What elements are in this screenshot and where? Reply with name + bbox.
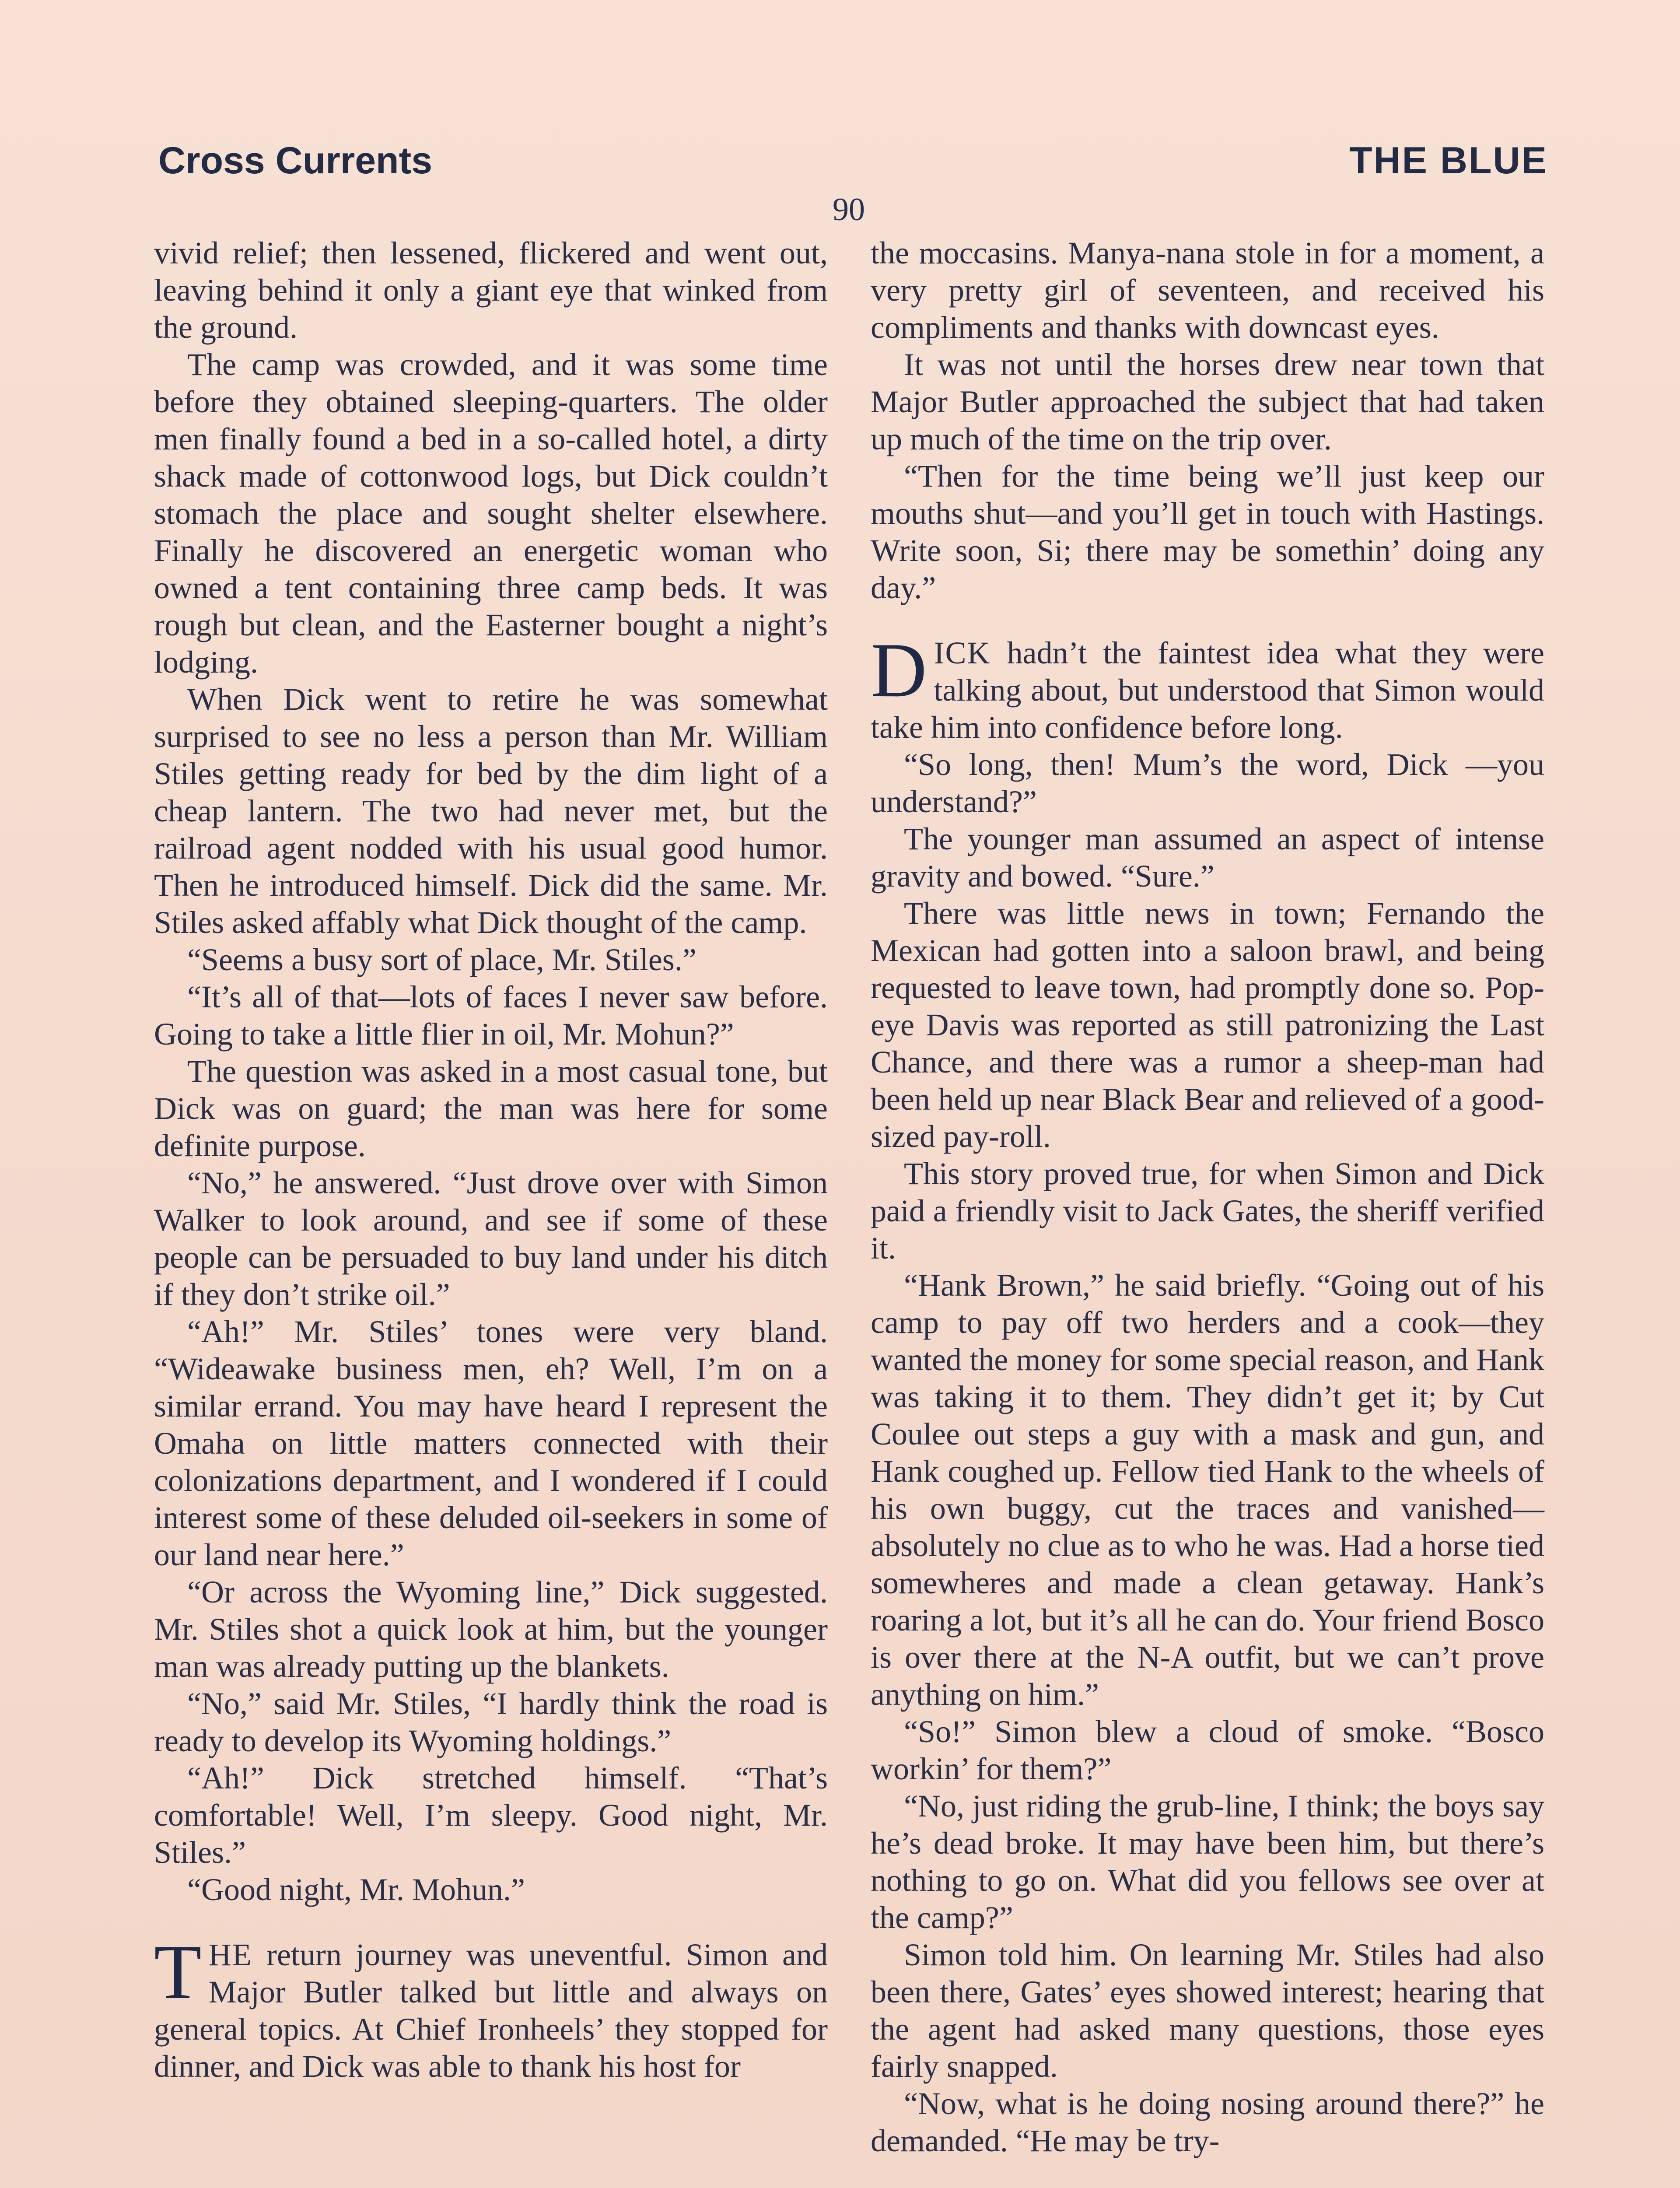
paragraph-text: return journey was uneventful. Simon and Major Butler talked but little and always on general topics. At Chief Ironheels’ they stopped for dinner, and Dick was able to thank his host for: [154, 1937, 828, 2084]
paragraph: “Ah!” Mr. Stiles’ tones were very bland. “Wideawake business men, eh? Well, I’m on a similar errand. You may have heard I represent the Omaha on little matters connected with their colonizations department, and I wondered if I could interest some of these deluded oil-seekers in some of our land near here.”: [154, 1314, 828, 1572]
paragraph: It was not until the horses drew near town that Major Butler approached the subject that had taken up much of the time on the trip over.: [871, 347, 1544, 456]
left-text-column: [154, 235, 828, 2085]
paragraph: “So long, then! Mum’s the word, Dick —you understand?”: [871, 747, 1544, 819]
paragraph: “Seems a busy sort of place, Mr. Stiles.”: [187, 942, 696, 977]
paragraph: When Dick went to retire he was somewhat surprised to see no less a person than Mr. William Stiles getting ready for bed by the dim light of a cheap lantern. The two had never met, but the railroad agent nodded with his usual good humor. Then he introduced himself. Dick did the same. Mr. Stiles asked affably what Dick thought of the camp.: [154, 682, 828, 940]
paragraph: “So!” Simon blew a cloud of smoke. “Bosco workin’ for them?”: [871, 1714, 1544, 1786]
section-paragraph: [871, 627, 1544, 746]
paragraph: “Ah!” Dick stretched himself. “That’s comfortable! Well, I’m sleepy. Good night, Mr. Stiles.”: [154, 1760, 828, 1870]
drop-cap: T: [154, 1929, 202, 2015]
section-paragraph: [154, 1929, 828, 2085]
paragraph: There was little news in town; Fernando the Mexican had gotten into a saloon brawl, and being requested to leave town, had promptly done so. Pop-eye Davis was reported as still patronizing the Last Chance, and there was a rumor a sheep-man had been held up near Black Bear and relieved of a good-sized pay-roll.: [871, 896, 1544, 1154]
drop-cap: D: [871, 627, 927, 713]
paragraph: The camp was crowded, and it was some time before they obtained sleeping-quarters. The older men finally found a bed in a so-called hotel, a dirty shack made of cottonwood logs, but Dick couldn’t stomach the place and sought shelter elsewhere. Finally he discovered an energetic woman who owned a tent containing three camp beds. It was rough but clean, and the Easterner bought a night’s lodging.: [154, 347, 828, 680]
page-number: 90: [833, 192, 865, 228]
paragraph: The question was asked in a most casual tone, but Dick was on guard; the man was here for some definite purpose.: [154, 1054, 828, 1163]
running-head-story-title: Cross Currents: [158, 140, 433, 182]
paragraph: “Hank Brown,” he said briefly. “Going out of his camp to pay off two herders and a cook—they wanted the money for some special reason, and Hank was taking it to them. They didn’t get it; by Cut Coulee out steps a guy with a mask and gun, and Hank coughed up. Fellow tied Hank to the wheels of his own buggy, cut the traces and vanished—absolutely no clue as to who he was. Had a horse tied somewheres and made a clean getaway. Hank’s roaring a lot, but it’s all he can do. Your friend Bosco is over there at the N-A outfit, but we can’t prove anything on him.”: [871, 1268, 1544, 1712]
running-head-magazine-title: THE BLUE: [1349, 140, 1548, 182]
paragraph-text: hadn’t the faintest idea what they were talking about, but understood that Simon would take him into confidence before long.: [871, 635, 1544, 745]
paragraph: The younger man assumed an aspect of intense gravity and bowed. “Sure.”: [871, 821, 1544, 894]
drop-cap-word: ICK: [934, 635, 991, 670]
paragraph: This story proved true, for when Simon and Dick paid a friendly visit to Jack Gates, the sheriff verified it.: [871, 1156, 1544, 1266]
bleed-through-text: [1120, 127, 1132, 168]
paragraph: “It’s all of that—lots of faces I never saw before. Going to take a little flier in oil, Mr. Mohun?”: [154, 979, 828, 1052]
paragraph: “Now, what is he doing nosing around there?” he demanded. “He may be try-: [871, 2086, 1544, 2158]
paragraph: “No,” he answered. “Just drove over with Simon Walker to look around, and see if some of these people can be persuaded to buy land under his ditch if they don’t strike oil.”: [154, 1165, 828, 1312]
continued-paragraph: vivid relief; then lessened, flickered and went out, leaving behind it only a giant eye that winked from the ground.: [154, 235, 828, 345]
paragraph: Simon told him. On learning Mr. Stiles had also been there, Gates’ eyes showed interest; hearing that the agent had asked many questions, those eyes fairly snapped.: [871, 1937, 1544, 2084]
continued-paragraph: the moccasins. Manya-nana stole in for a moment, a very pretty girl of seventeen, and received his compliments and thanks with downcast eyes.: [871, 235, 1544, 345]
paragraph: “Or across the Wyoming line,” Dick suggested. Mr. Stiles shot a quick look at him, but the younger man was already putting up the blankets.: [154, 1574, 828, 1684]
paragraph: “Then for the time being we’ll just keep our mouths shut—and you’ll get in touch with Hastings. Write soon, Si; there may be somethin’ doing any day.”: [871, 459, 1544, 605]
paragraph: “No, just riding the grub-line, I think; the boys say he’s dead broke. It may have been him, but there’s nothing to go on. What did you fellows see over at the camp?”: [871, 1788, 1544, 1935]
paragraph: “No,” said Mr. Stiles, “I hardly think the road is ready to develop its Wyoming holdings.”: [154, 1686, 828, 1758]
drop-cap-word: HE: [208, 1937, 252, 1972]
right-text-column: [871, 235, 1544, 2160]
paragraph: “Good night, Mr. Mohun.”: [187, 1872, 525, 1907]
